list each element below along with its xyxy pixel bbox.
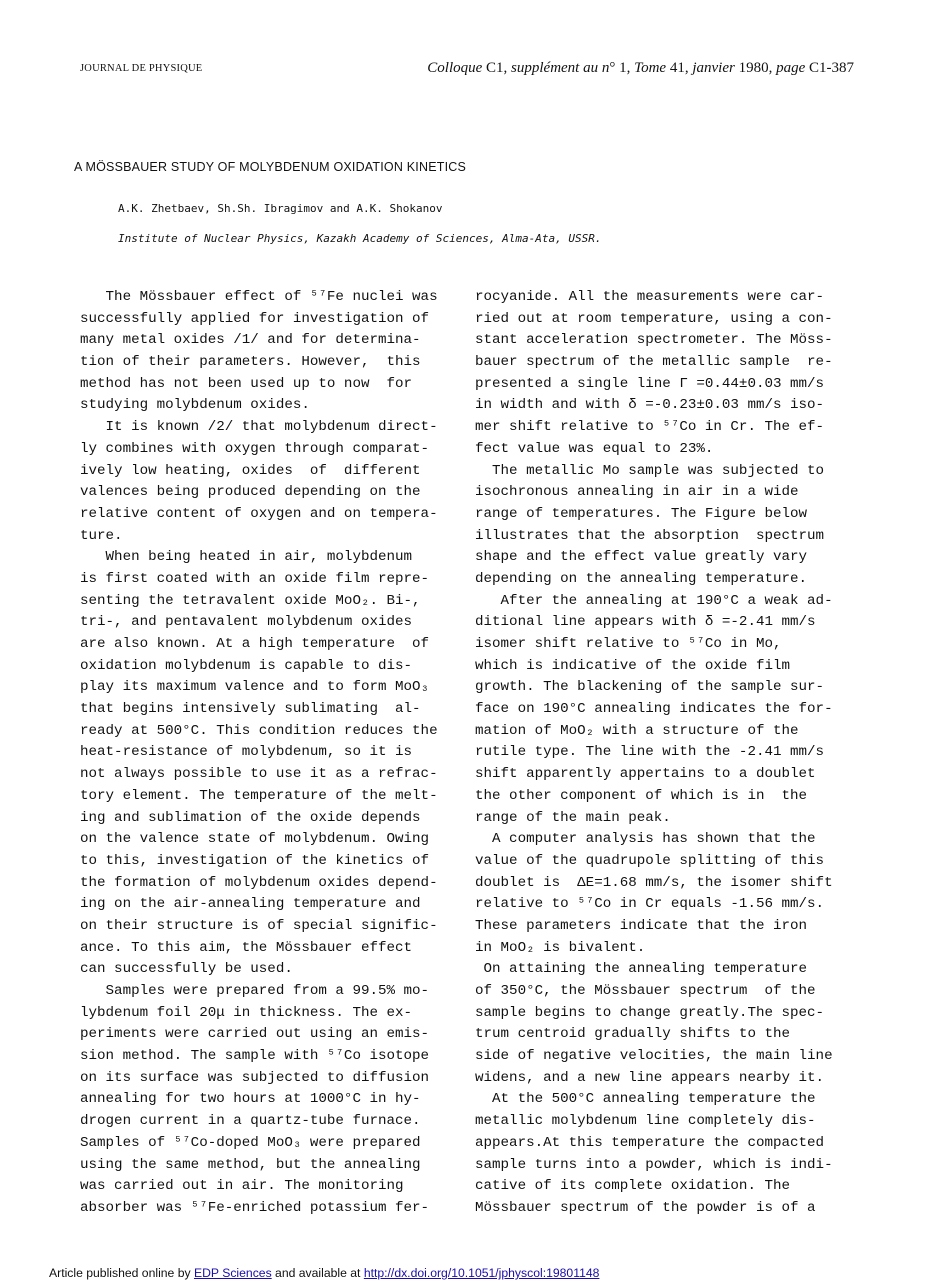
text-line: mer shift relative to ⁵⁷Co in Cr. The ef-: [475, 419, 825, 436]
paper-title: A MÖSSBAUER STUDY OF MOLYBDENUM OXIDATION KINETICS: [74, 160, 467, 174]
text-line: tion of their parameters. However, this: [80, 354, 421, 371]
affiliation: Institute of Nuclear Physics, Kazakh Academy of Sciences, Alma-Ata, USSR.: [118, 232, 602, 245]
text-line: heat-resistance of molybdenum, so it is: [80, 744, 413, 761]
text-line: fect value was equal to 23%.: [475, 440, 714, 457]
text-line: trum centroid gradually shifts to the: [475, 1026, 791, 1043]
publication-footer: [49, 1266, 599, 1280]
text-line: periments were carried out using an emis-: [80, 1026, 430, 1043]
text-line: many metal oxides /1/ and for determina-: [80, 332, 421, 349]
text-line: are also known. At a high temperature of: [80, 636, 430, 652]
text-line: sample turns into a powder, which is indi-: [475, 1156, 833, 1173]
text-line: lybdenum foil 20μ in thickness. The ex-: [80, 1004, 413, 1021]
author-list: A.K. Zhetbaev, Sh.Sh. Ibragimov and A.K. Shokanov: [118, 202, 443, 215]
text-line: presented a single line Γ =0.44±0.03 mm/s: [475, 375, 825, 392]
text-line: The metallic Mo sample was subjected to: [475, 462, 825, 479]
text-line: mation of MoO₂ with a structure of the: [475, 722, 799, 739]
text-line: When being heated in air, molybdenum: [80, 549, 413, 566]
doi-link[interactable]: http://dx.doi.org/10.1051/jphyscol:19801148: [363, 1266, 600, 1280]
text-line: At the 500°C annealing temperature the: [475, 1091, 816, 1108]
text-line: ly combines with oxygen through comparat-: [80, 440, 430, 457]
text-line: is first coated with an oxide film repre-: [80, 570, 430, 587]
text-line: can successfully be used.: [80, 961, 293, 978]
colloque-label: Colloque: [427, 60, 483, 76]
text-line: isochronous annealing in air in a wide: [475, 484, 799, 501]
text-line: method has not been used up to now for: [80, 375, 413, 392]
text-line: on its surface was subjected to diffusion: [80, 1069, 430, 1086]
text-line: senting the tetravalent oxide MoO₂. Bi-,: [80, 592, 421, 609]
tome-label: Tome: [634, 60, 667, 76]
page-label: page: [776, 60, 806, 76]
text-line: was carried out in air. The monitoring: [80, 1178, 404, 1195]
text-line: shape and the effect value greatly vary: [475, 549, 808, 566]
text-line: stant acceleration spectrometer. The Möss-: [475, 332, 833, 349]
text-line: After the annealing at 190°C a weak ad-: [475, 592, 833, 609]
issue-info: [427, 60, 854, 77]
text-line: of 350°C, the Mössbauer spectrum of the: [475, 983, 816, 999]
text-line: ried out at room temperature, using a con-: [475, 310, 833, 327]
text-line: ditional line appears with δ =-2.41 mm/s: [475, 614, 816, 631]
text-line: not always possible to use it as a refrac-: [80, 766, 438, 783]
text-line: valences being produced depending on the: [80, 484, 421, 501]
text-line: drogen current in a quartz-tube furnace.: [80, 1113, 421, 1130]
text-line: shift apparently appertains to a doublet: [475, 766, 816, 783]
text-line: ready at 500°C. This condition reduces the: [80, 722, 438, 739]
text-line: tri-, and pentavalent molybdenum oxides: [80, 614, 413, 631]
text-line: isomer shift relative to ⁵⁷Co in Mo,: [475, 636, 782, 652]
text-line: range of the main peak.: [475, 809, 671, 826]
text-line: annealing for two hours at 1000°C in hy-: [80, 1091, 421, 1108]
footer-middle: and available at: [271, 1266, 364, 1280]
text-line: Samples were prepared from a 99.5% mo-: [80, 983, 430, 999]
text-line: tory element. The temperature of the melt-: [80, 787, 438, 804]
text-line: A computer analysis has shown that the: [475, 831, 816, 848]
text-line: It is known /2/ that molybdenum direct-: [80, 419, 438, 436]
text-line: studying molybdenum oxides.: [80, 397, 310, 414]
text-line: on their structure is of special signific-: [80, 917, 438, 934]
text-line: value of the quadrupole splitting of this: [475, 852, 825, 869]
text-line: on the valence state of molybdenum. Owing: [80, 831, 430, 848]
colloque-number: C1,: [482, 60, 512, 76]
supplement-number: ° 1,: [609, 60, 635, 76]
text-line: ing and sublimation of the oxide depends: [80, 809, 421, 826]
text-line: rutile type. The line with the -2.41 mm/s: [475, 744, 825, 761]
text-line: using the same method, but the annealing: [80, 1156, 421, 1173]
text-line: range of temperatures. The Figure below: [475, 505, 808, 522]
right-column-text: [475, 287, 865, 1220]
text-line: the other component of which is in the: [475, 787, 808, 804]
text-line: Mössbauer spectrum of the powder is of a: [475, 1199, 816, 1216]
text-line: face on 190°C annealing indicates the for-: [475, 701, 833, 718]
text-line: to this, investigation of the kinetics of: [80, 852, 430, 869]
text-line: Samples of ⁵⁷Co-doped MoO₃ were prepared: [80, 1134, 421, 1151]
tome-number: 41,: [666, 60, 693, 76]
publisher-link[interactable]: EDP Sciences: [193, 1266, 272, 1280]
text-line: that begins intensively sublimating al-: [80, 701, 421, 718]
text-line: ing on the air-annealing temperature and: [80, 896, 421, 913]
text-line: cative of its complete oxidation. The: [475, 1178, 791, 1195]
text-line: successfully applied for investigation of: [80, 310, 430, 327]
text-line: doublet is ΔE=1.68 mm/s, the isomer shift: [475, 874, 833, 891]
text-line: depending on the annealing temperature.: [475, 570, 808, 587]
text-line: bauer spectrum of the metallic sample re-: [475, 354, 833, 371]
text-line: growth. The blackening of the sample sur-: [475, 679, 825, 696]
month-label: janvier: [692, 60, 735, 76]
text-line: play its maximum valence and to form MoO₃: [80, 679, 430, 696]
text-line: rocyanide. All the measurements were car-: [475, 289, 825, 305]
year: 1980,: [734, 60, 777, 76]
text-line: metallic molybdenum line completely dis-: [475, 1113, 816, 1130]
text-line: On attaining the annealing temperature: [475, 961, 808, 978]
text-line: relative to ⁵⁷Co in Cr equals -1.56 mm/s.: [475, 896, 825, 913]
text-line: widens, and a new line appears nearby it.: [475, 1069, 825, 1086]
text-line: side of negative velocities, the main line: [475, 1048, 833, 1065]
text-line: sion method. The sample with ⁵⁷Co isotope: [80, 1048, 430, 1065]
text-line: illustrates that the absorption spectrum: [475, 527, 825, 544]
text-line: in MoO₂ is bivalent.: [475, 939, 646, 956]
text-line: The Mössbauer effect of ⁵⁷Fe nuclei was: [80, 289, 438, 305]
text-line: ively low heating, oxides of different: [80, 462, 421, 479]
text-line: in width and with δ =-0.23±0.03 mm/s iso-: [475, 397, 825, 414]
text-line: the formation of molybdenum oxides depend-: [80, 874, 438, 891]
text-line: oxidation molybdenum is capable to dis-: [80, 657, 413, 674]
text-line: sample begins to change greatly.The spec-: [475, 1004, 825, 1021]
journal-name: JOURNAL DE PHYSIQUE: [80, 63, 203, 74]
text-line: ance. To this aim, the Mössbauer effect: [80, 939, 413, 956]
text-line: These parameters indicate that the iron: [475, 917, 808, 934]
text-line: appears.At this temperature the compacted: [475, 1134, 825, 1151]
left-column-text: [80, 287, 460, 1220]
text-line: relative content of oxygen and on tempera-: [80, 505, 438, 522]
page-number: C1-387: [805, 60, 854, 76]
footer-prefix: Article published online by: [49, 1266, 194, 1280]
text-line: absorber was ⁵⁷Fe-enriched potassium fer-: [80, 1199, 430, 1216]
supplement-label: supplément au n: [511, 60, 610, 76]
text-line: which is indicative of the oxide film: [475, 657, 791, 674]
text-line: ture.: [80, 527, 123, 544]
